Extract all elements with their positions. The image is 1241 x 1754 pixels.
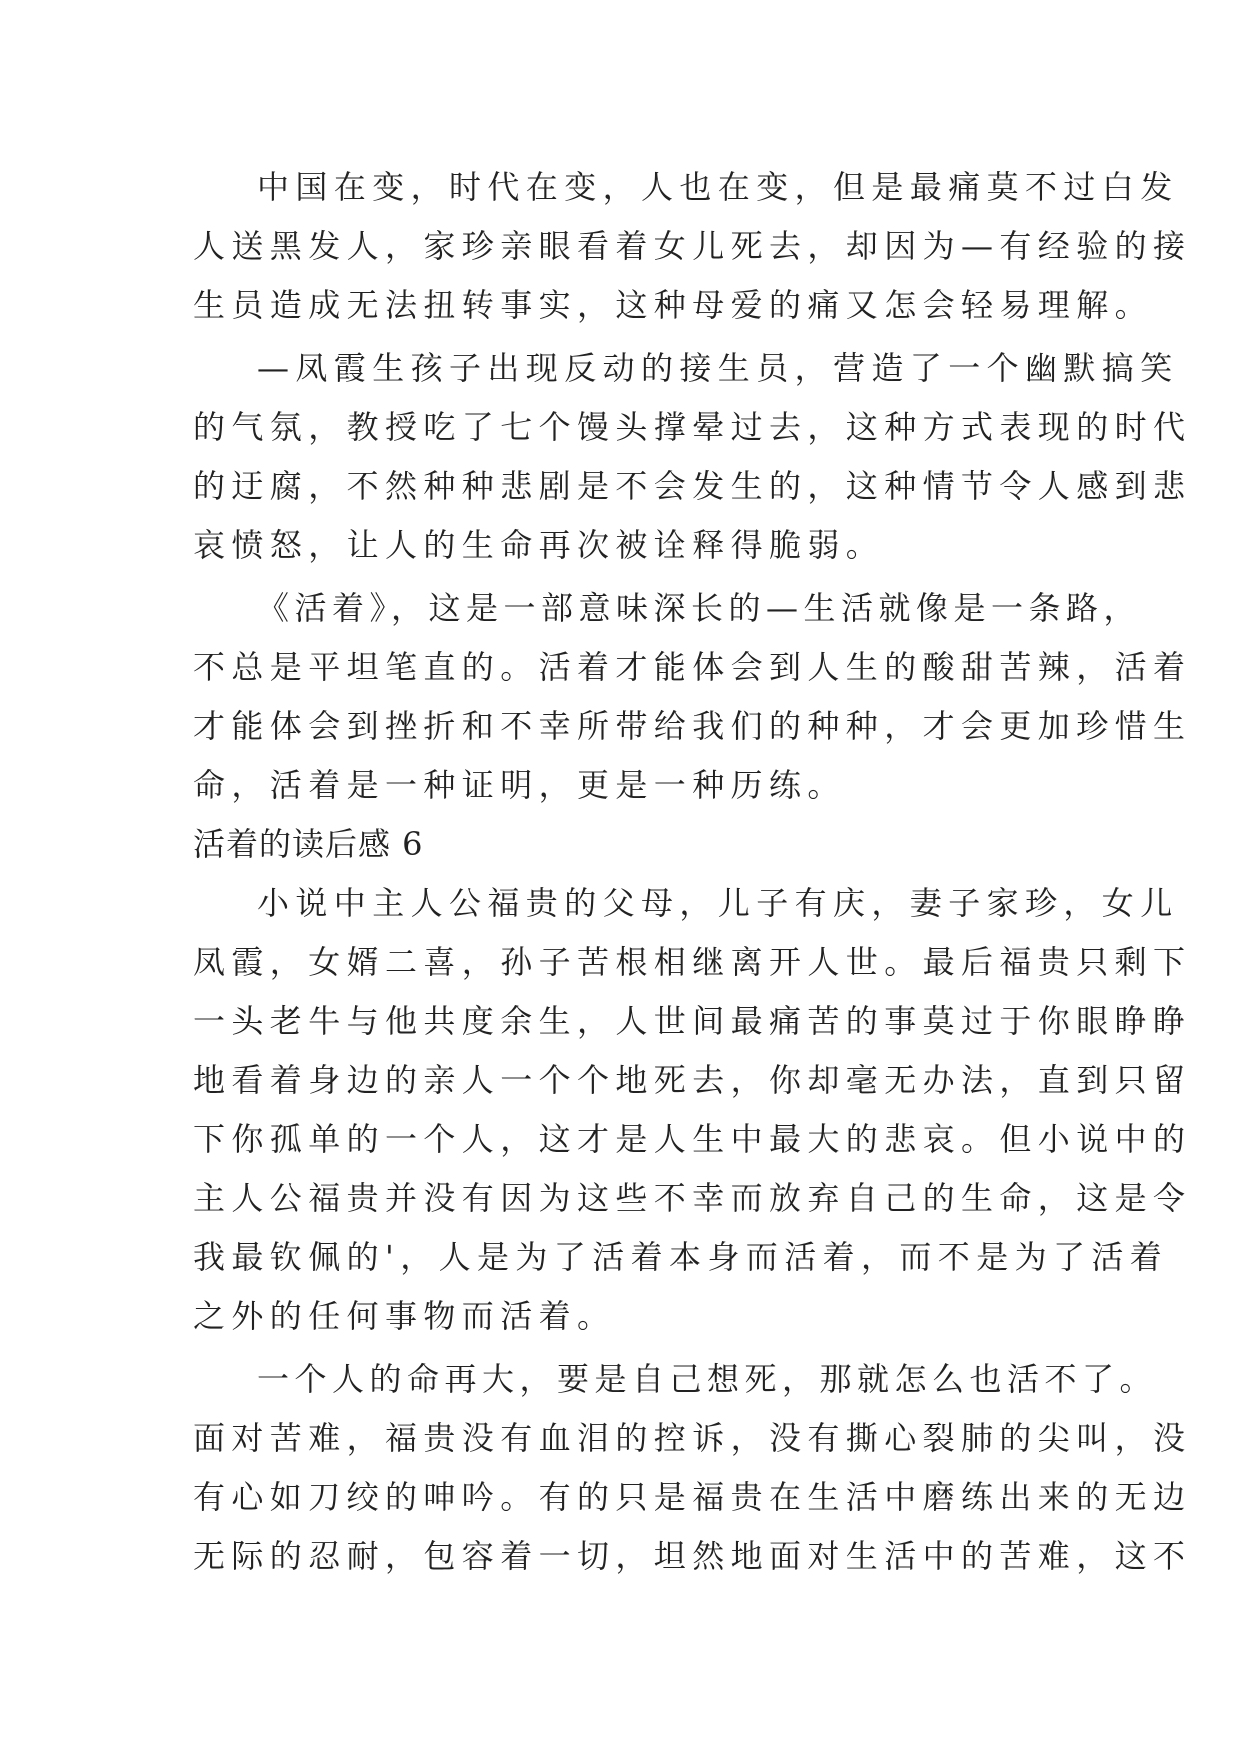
text-line: 无际的忍耐，包容着一切，坦然地面对生活中的苦难，这不 — [193, 1537, 1192, 1575]
text-line: 生员造成无法扭转事实，这种母爱的痛又怎会轻易理解。 — [193, 286, 1154, 324]
text-line: 一个人的命再大，要是自己想死，那就怎么也活不了。 — [257, 1360, 1158, 1398]
text-line: 才能体会到挫折和不幸所带给我们的种种，才会更加珍惜生 — [193, 707, 1192, 745]
text-line: 小说中主人公福贵的父母，儿子有庆，妻子家珍，女儿 — [257, 884, 1179, 922]
paragraph — [193, 158, 1192, 335]
text-line: 的迂腐，不然种种悲剧是不会发生的，这种情节令人感到悲 — [193, 467, 1192, 505]
text-line: 不总是平坦笔直的。活着才能体会到人生的酸甜苦辣，活着 — [193, 648, 1192, 686]
text-line: 之外的任何事物而活着。 — [193, 1297, 616, 1335]
text-line: 的气氛，教授吃了七个馒头撑晕过去，这种方式表现的时代 — [193, 408, 1192, 446]
text-line: 凤霞，女婿二喜，孙子苦根相继离开人世。最后福贵只剩下 — [193, 943, 1192, 981]
text-line: 地看着身边的亲人一个个地死去，你却毫无办法，直到只留 — [193, 1061, 1192, 1099]
paragraph — [193, 874, 1192, 1346]
document-body — [193, 158, 1192, 1586]
text-line: 一头老牛与他共度余生，人世间最痛苦的事莫过于你眼睁睁 — [193, 1002, 1192, 1040]
text-line: 面对苦难，福贵没有血泪的控诉，没有撕心裂肺的尖叫，没 — [193, 1419, 1192, 1457]
text-line: —凤霞生孩子出现反动的接生员，营造了一个幽默搞笑 — [257, 349, 1179, 387]
text-line: 命，活着是一种证明，更是一种历练。 — [193, 766, 846, 804]
text-line: 人送黑发人，家珍亲眼看着女儿死去，却因为—有经验的接 — [193, 227, 1192, 265]
paragraph — [193, 1350, 1192, 1586]
text-line: 下你孤单的一个人，这才是人生中最大的悲哀。但小说中的 — [193, 1120, 1192, 1158]
text-line: 我最钦佩的'，人是为了活着本身而活着，而不是为了活着 — [193, 1238, 1169, 1276]
paragraph — [193, 579, 1192, 815]
text-line: 中国在变，时代在变，人也在变，但是最痛莫不过白发 — [257, 168, 1179, 206]
paragraph — [193, 339, 1192, 575]
text-line: 有心如刀绞的呻吟。有的只是福贵在生活中磨练出来的无边 — [193, 1478, 1192, 1516]
text-line: 主人公福贵并没有因为这些不幸而放弃自己的生命，这是令 — [193, 1179, 1192, 1217]
text-line: 哀愤怒，让人的生命再次被诠释得脆弱。 — [193, 526, 885, 564]
text-line: 《活着》，这是一部意味深长的—生活就像是一条路， — [257, 589, 1142, 627]
section-heading: 活着的读后感 6 — [193, 825, 424, 863]
